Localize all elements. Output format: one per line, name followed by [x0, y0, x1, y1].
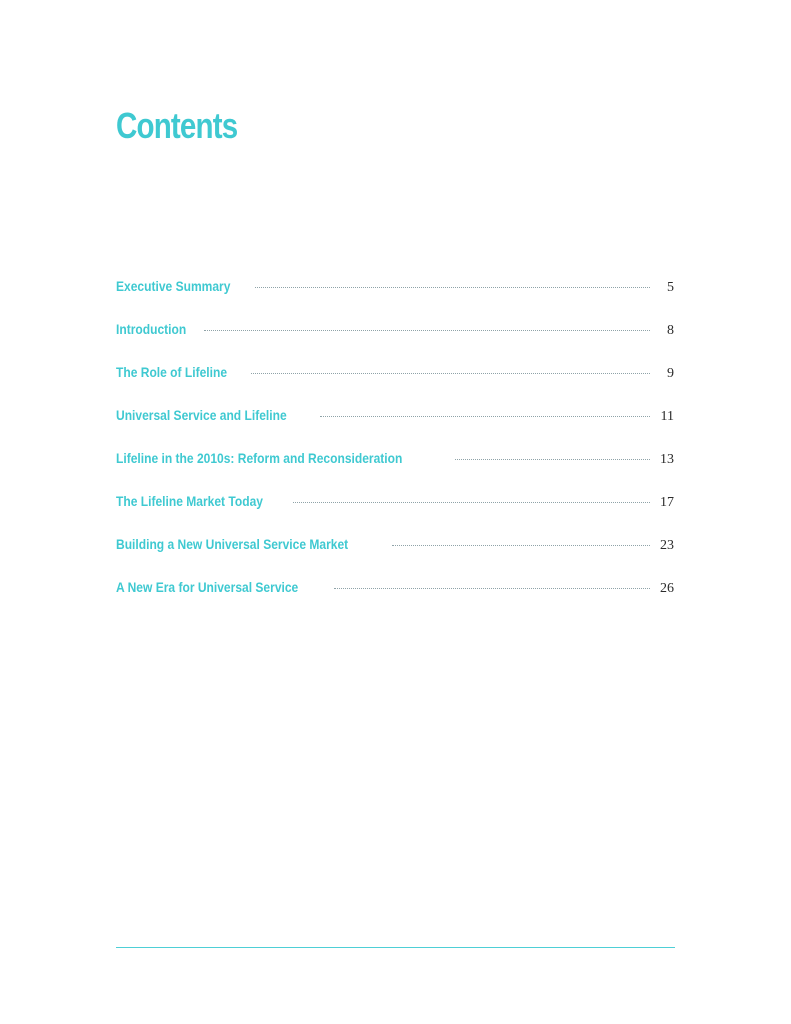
toc-entry-page-number: 26 [660, 581, 674, 596]
page-title: Contents [116, 105, 238, 146]
toc-entry-page-number: 5 [667, 280, 674, 295]
toc-entry-universal-service-and-lifeline[interactable] [116, 407, 674, 450]
table-of-contents [116, 278, 674, 622]
toc-entry-label: Building a New Universal Service Market [116, 536, 349, 552]
dot-leader [251, 373, 650, 374]
dot-leader [320, 416, 650, 417]
footer-rule [116, 947, 675, 948]
dot-leader [455, 459, 650, 460]
dot-leader [293, 502, 650, 503]
toc-entry-label: The Lifeline Market Today [116, 493, 263, 509]
toc-entry-page-number: 23 [660, 538, 674, 553]
dot-leader [204, 330, 650, 331]
toc-entry-lifeline-in-the-2010s[interactable] [116, 450, 674, 493]
toc-entry-label: Universal Service and Lifeline [116, 407, 287, 423]
toc-entry-label: A New Era for Universal Service [116, 579, 299, 595]
toc-entry-label: Executive Summary [116, 278, 231, 294]
toc-entry-executive-summary[interactable] [116, 278, 674, 321]
toc-entry-page-number: 13 [660, 452, 674, 467]
dot-leader [392, 545, 650, 546]
toc-entry-page-number: 9 [667, 366, 674, 381]
toc-entry-building-new-market[interactable] [116, 536, 674, 579]
dot-leader [255, 287, 650, 288]
toc-entry-label: Lifeline in the 2010s: Reform and Reconsideration [116, 450, 403, 466]
toc-entry-role-of-lifeline[interactable] [116, 364, 674, 407]
toc-entry-label: The Role of Lifeline [116, 364, 228, 380]
toc-entry-introduction[interactable] [116, 321, 674, 364]
toc-entry-page-number: 11 [660, 409, 674, 424]
toc-entry-page-number: 8 [667, 323, 674, 338]
toc-entry-label: Introduction [116, 321, 187, 337]
dot-leader [334, 588, 650, 589]
toc-entry-lifeline-market-today[interactable] [116, 493, 674, 536]
toc-entry-new-era[interactable] [116, 579, 674, 622]
toc-entry-page-number: 17 [660, 495, 674, 510]
